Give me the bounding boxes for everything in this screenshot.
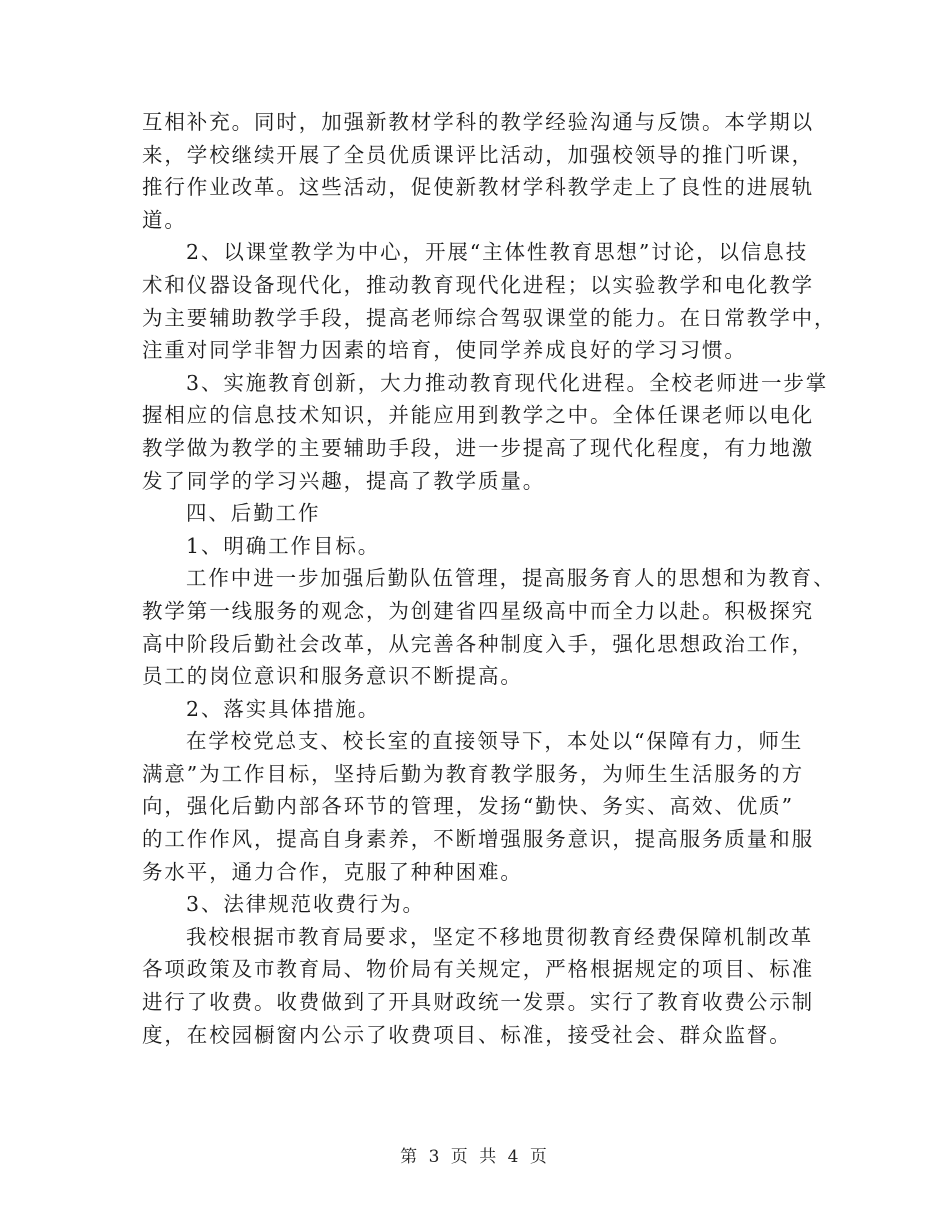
text-line: 在学校党总支、校长室的直接领导下，本处以“保障有力，师生 — [186, 729, 804, 754]
text-line: 互相补充。同时，加强新教材学科的教学经验沟通与反馈。本学期以 — [142, 110, 814, 134]
text-line: 2、落实具体措施。 — [186, 696, 381, 721]
text-line: 道。 — [142, 207, 187, 232]
text-line: 推行作业改革。这些活动，促使新教材学科教学走上了良性的进展轨 — [142, 175, 814, 200]
text-line: 来，学校继续开展了全员优质课评比活动，加强校领导的推门听课， — [142, 142, 814, 167]
text-line: 发了同学的学习兴趣，提高了教学质量。 — [142, 468, 546, 493]
text-line: 术和仪器设备现代化，推动教育现代化进程；以实验教学和电化教学 — [142, 272, 814, 297]
text-line: 3、法律规范收费行为。 — [186, 892, 425, 917]
text-line: 务水平，通力合作，克服了种种困难。 — [142, 859, 523, 884]
page-number-footer: 第 3 页 共 4 页 — [400, 1147, 550, 1167]
text-line: 满意”为工作目标，坚持后勤为教育教学服务，为师生生活服务的方 — [142, 761, 804, 786]
text-line: 工作中进一步加强后勤队伍管理，提高服务育人的思想和为教育、 — [186, 566, 836, 591]
text-line: 度，在校园橱窗内公示了收费项目、标准，接受社会、群众监督。 — [142, 1022, 792, 1047]
text-line: 3、实施教育创新，大力推动教育现代化进程。全校老师进一步掌 — [186, 370, 829, 395]
text-line: 四、后勤工作 — [186, 501, 321, 526]
text-line: 的工作作风，提高自身素养，不断增强服务意识，提高服务质量和服 — [142, 827, 814, 852]
text-line: 握相应的信息技术知识，并能应用到教学之中。全体任课老师以电化 — [142, 403, 814, 428]
text-line: 员工的岗位意识和服务意识不断提高。 — [142, 664, 523, 689]
text-line: 我校根据市教育局要求，坚定不移地贯彻教育经费保障机制改革 — [186, 924, 814, 949]
text-line: 向，强化后勤内部各环节的管理，发扬“勤快、务实、高效、优质” — [142, 794, 794, 819]
text-line: 注重对同学非智力因素的培育，使同学养成良好的学习习惯。 — [142, 338, 747, 363]
text-line: 1、明确工作目标。 — [186, 533, 381, 558]
text-line: 教学做为教学的主要辅助手段，进一步提高了现代化程度，有力地激 — [142, 435, 814, 460]
text-line: 教学第一线服务的观念，为创建省四星级高中而全力以赴。积极探究 — [142, 598, 814, 623]
text-line: 进行了收费。收费做到了开具财政统一发票。实行了教育收费公示制 — [142, 990, 814, 1015]
text-line: 2、以课堂教学为中心，开展“主体性教育思想”讨论，以信息技 — [186, 240, 809, 265]
text-line: 各项政策及市教育局、物价局有关规定，严格根据规定的项目、标准 — [142, 957, 814, 982]
text-line: 高中阶段后勤社会改革，从完善各种制度入手，强化思想政治工作， — [142, 631, 814, 656]
text-line: 为主要辅助教学手段，提高老师综合驾驭课堂的能力。在日常教学中， — [142, 305, 837, 330]
document-body — [142, 106, 837, 1051]
